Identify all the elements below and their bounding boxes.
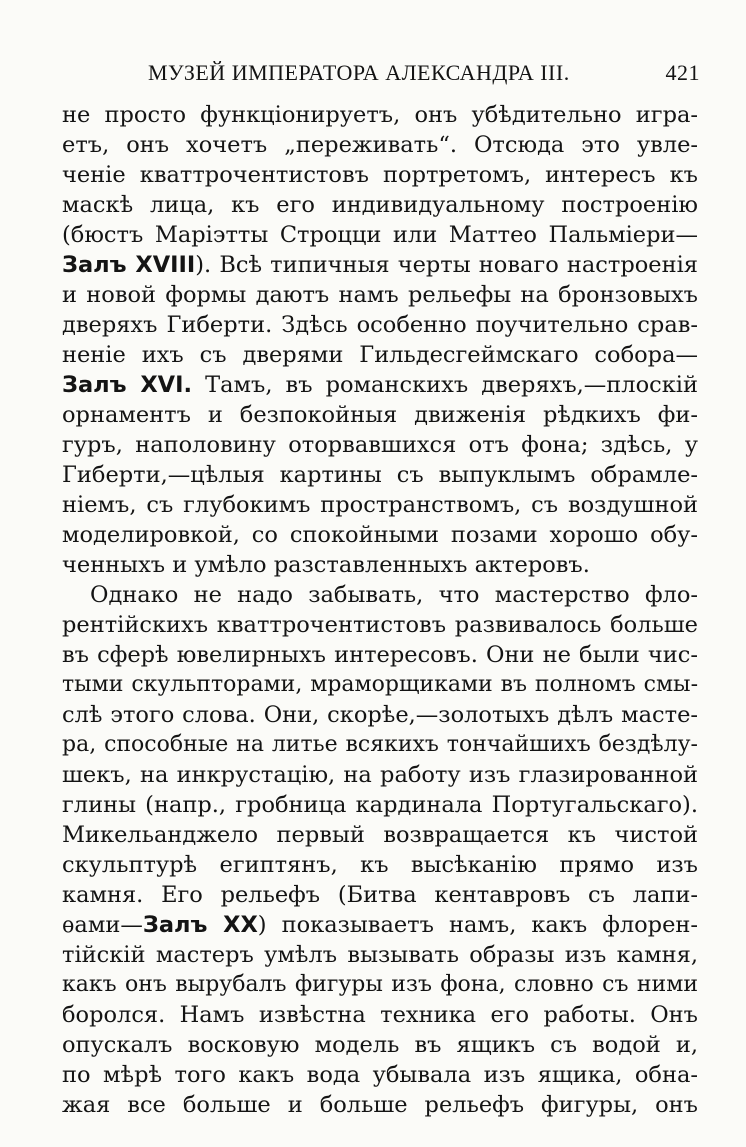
text-line (62, 1090, 698, 1120)
text-line (62, 910, 698, 940)
text-line (62, 760, 698, 790)
text-segment: ченныхъ и умѣло разставленныхъ актеровъ. (62, 552, 590, 578)
text-segment: ) показываетъ намъ, какъ флорен- (257, 912, 698, 938)
text-segment: маскѣ лица, къ его индивидуальному построенію (62, 192, 698, 218)
text-segment: скульптурѣ египтянъ, къ высѣканію прямо изъ (62, 852, 698, 878)
text-segment: дверяхъ Гиберти. Здѣсь особенно поучительно срав- (62, 312, 698, 338)
text-line (62, 250, 698, 280)
text-line (62, 100, 698, 130)
text-segment: глины (напр., гробница кардинала Португальскаго). (62, 792, 698, 818)
text-segment: ). Всѣ типичныя черты новаго настроенія (195, 252, 698, 278)
text-line (62, 370, 698, 400)
text-segment: тыми скульпторами, мраморщиками въ полномъ смы- (62, 672, 698, 697)
text-segment: слѣ этого слова. Они, скорѣе,—золотыхъ дѣлъ масте- (62, 702, 698, 728)
text-segment: Гиберти,—цѣлыя картины съ выпуклымъ обрамле- (62, 462, 698, 488)
text-line (62, 1000, 698, 1030)
text-segment: рентійскихъ кваттрочентистовъ развивалось больше (62, 612, 698, 638)
text-line (62, 430, 698, 460)
text-line (62, 880, 698, 910)
text-line (62, 130, 698, 160)
text-line (62, 490, 698, 520)
text-segment: ченіе кваттрочентистовъ портретомъ, интересъ къ (62, 162, 698, 188)
text-line (62, 160, 698, 190)
text-segment: моделировкой, со спокойными позами хорошо обу- (62, 522, 698, 548)
text-line (62, 1060, 698, 1090)
text-line (62, 790, 698, 820)
text-segment: опускалъ восковую модель въ ящикъ съ водой и, (62, 1032, 698, 1058)
text-segment: и новой формы даютъ намъ рельефы на бронзовыхъ (62, 282, 698, 308)
text-line (62, 520, 698, 550)
text-segment: боролся. Намъ извѣстна техника его работы. Онъ (62, 1002, 698, 1028)
text-line (62, 310, 698, 340)
hall-reference: Залъ XVIII (62, 252, 196, 278)
running-header (148, 54, 700, 90)
text-line (62, 940, 698, 970)
text-line (62, 460, 698, 490)
text-segment: ра, способные на литье всякихъ тончайшихъ бездѣлу- (62, 732, 698, 757)
text-segment: въ сферѣ ювелирныхъ интересовъ. Они не были чис- (62, 642, 698, 668)
text-segment: Микельанджело первый возвращается къ чистой (62, 822, 698, 848)
text-line (62, 970, 698, 1000)
text-line (62, 220, 698, 250)
text-line (62, 550, 698, 580)
text-line (62, 820, 698, 850)
text-line (62, 190, 698, 220)
hall-reference: Залъ XX (142, 912, 258, 938)
text-segment: жая все больше и больше рельефъ фигуры, онъ (62, 1092, 698, 1118)
text-line (62, 850, 698, 880)
text-line (62, 700, 698, 730)
text-segment: Тамъ, въ романскихъ дверяхъ,—плоскій (192, 372, 698, 398)
hall-reference: Залъ XVI. (62, 372, 192, 398)
body-text (62, 100, 698, 1120)
text-line (62, 280, 698, 310)
text-segment: по мѣрѣ того какъ вода убывала изъ ящика, обна- (62, 1062, 698, 1088)
text-line (62, 580, 698, 610)
text-segment: (бюстъ Маріэтты Строцци или Маттео Пальміери— (62, 222, 698, 248)
text-segment: не просто функціонируетъ, онъ убѣдительно игра- (62, 102, 698, 128)
text-line (62, 610, 698, 640)
text-segment: тійскій мастеръ умѣлъ вызывать образы изъ камня, (62, 942, 698, 968)
text-segment: ѳами— (62, 912, 143, 938)
text-segment: гуръ, наполовину оторвавшихся отъ фона; здѣсь, у (62, 432, 698, 458)
text-segment: орнаментъ и безпокойныя движенія рѣдкихъ фи- (62, 402, 698, 428)
text-line (62, 400, 698, 430)
text-segment: Однако не надо забывать, что мастерство фло- (90, 582, 698, 608)
text-line (62, 670, 698, 700)
text-segment: етъ, онъ хочетъ „переживать“. Отсюда это увле- (62, 132, 698, 158)
text-segment: шекъ, на инкрустацію, на работу изъ глазированной (62, 762, 698, 788)
text-segment: камня. Его рельефъ (Битва кентавровъ съ лапи- (62, 882, 698, 908)
text-segment: ніемъ, съ глубокимъ пространствомъ, съ воздушной (62, 492, 698, 518)
text-segment: какъ онъ вырубалъ фигуры изъ фона, словно съ ними (62, 972, 698, 997)
text-line (62, 640, 698, 670)
text-line (62, 340, 698, 370)
text-segment: неніе ихъ съ дверями Гильдесгеймскаго собора— (62, 342, 698, 368)
text-line (62, 1030, 698, 1060)
header-title: МУЗЕЙ ИМПЕРАТОРА АЛЕКСАНДРА III. (148, 60, 570, 85)
page-number: 421 (665, 60, 700, 85)
text-line (62, 730, 698, 760)
